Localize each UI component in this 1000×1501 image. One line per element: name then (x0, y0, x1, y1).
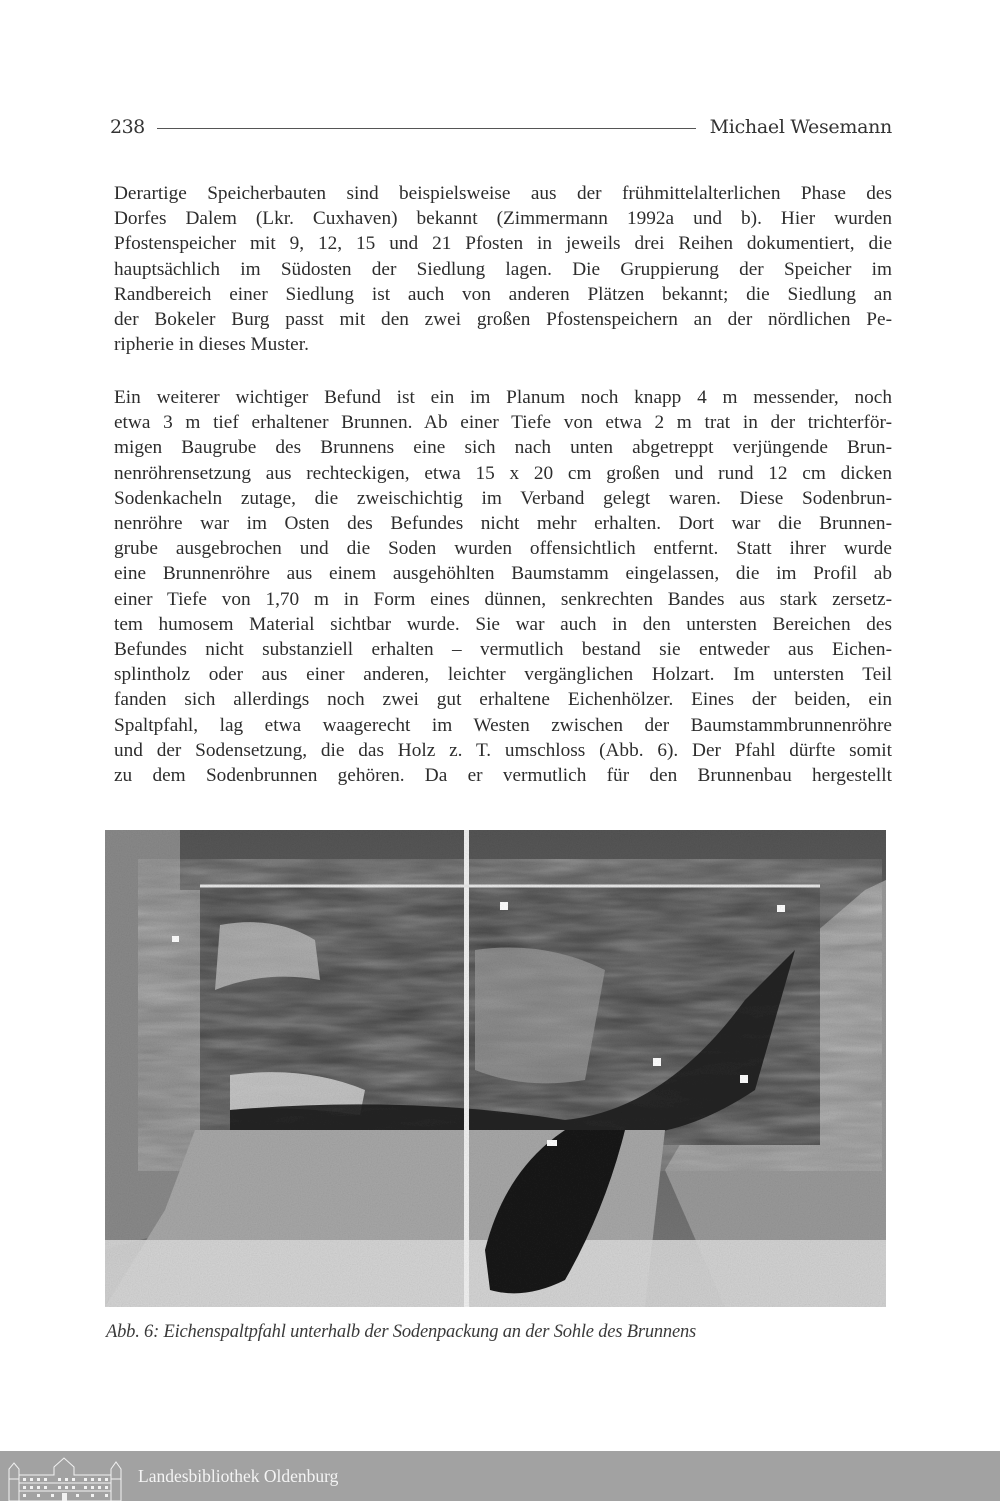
text-line: ripherie in dieses Muster. (114, 334, 309, 356)
header-rule (157, 128, 696, 129)
text-line: zu dem Sodenbrunnen gehören. Da er vermutlich für den Brunnenbau hergestellt (114, 765, 892, 787)
photo-label-tag (547, 1140, 557, 1146)
text-line: Pfostenspeicher mit 9, 12, 15 und 21 Pfosten in jeweils drei Reihen dokumentiert, die (114, 233, 892, 255)
photo-label-tag (500, 902, 508, 910)
text-line: der Bokeler Burg passt mit den zwei großen Pfostenspeichern an der nördlichen Pe- (114, 309, 892, 331)
running-header (110, 112, 892, 142)
photo-label-tag (777, 905, 785, 912)
text-line: Randbereich einer Siedlung ist auch von anderen Plätzen bekannt; die Siedlung an (114, 283, 892, 305)
photo-label-tag (172, 936, 179, 942)
text-line: Dorfes Dalem (Lkr. Cuxhaven) bekannt (Zimmermann 1992a und b). Hier wurden (114, 208, 892, 230)
library-footer-bar (0, 1451, 1000, 1501)
text-line: tem humosem Material sichtbar wurde. Sie war auch in den untersten Bereichen des (114, 613, 892, 635)
photo-measuring-rod (464, 830, 469, 1307)
photo-label-tag (740, 1075, 748, 1083)
paragraph-1 (114, 181, 892, 357)
text-line: einer Tiefe von 1,70 m in Form eines dünnen, senkrechten Bandes aus stark zersetz- (114, 588, 892, 610)
text-line: nenröhrensetzung aus rechteckigen, etwa 15 x 20 cm großen und rund 12 cm dicken (114, 462, 892, 484)
page-number: 238 (110, 116, 145, 138)
text-line: und der Sodensetzung, die das Holz z. T. umschloss (Abb. 6). Der Pfahl dürfte somit (114, 739, 892, 761)
text-line: eine Brunnenröhre aus einem ausgehöhlten Baumstamm eingelassen, die im Profil ab (114, 563, 892, 585)
text-line: fanden sich allerdings noch zwei gut erhaltene Eichenhölzer. Eines der beiden, ein (114, 689, 892, 711)
photo-label-tag (653, 1058, 661, 1066)
text-line: migen Baugrube des Brunnens eine sich nach unten abgetreppt verjüngende Brun- (114, 437, 892, 459)
text-line: etwa 3 m tief erhaltener Brunnen. Ab einer Tiefe von etwa 2 m trat in der trichterför- (114, 412, 892, 434)
figure-caption: Abb. 6: Eichenspaltpfahl unterhalb der Sodenpackung an der Sohle des Brunnens (106, 1322, 697, 1342)
text-line: Derartige Speicherbauten sind beispielsweise aus der frühmittelalterlichen Phase des (114, 183, 892, 204)
text-line: Befundes nicht substanziell erhalten – vermutlich bestand sie entweder aus Eichen- (114, 639, 892, 661)
text-line: grube ausgebrochen und die Soden wurden offensichtlich entfernt. Statt ihrer wurde (114, 538, 892, 560)
library-building-icon (6, 1455, 124, 1501)
text-line: hauptsächlich im Südosten der Siedlung lagen. Die Gruppierung der Speicher im (114, 258, 892, 280)
running-head-author: Michael Wesemann (709, 116, 892, 138)
library-name: Landesbibliothek Oldenburg (138, 1465, 339, 1486)
paragraph-2 (114, 385, 892, 788)
text-line: splintholz oder aus einer anderen, leichter vergänglichen Holzart. Im untersten Teil (114, 664, 892, 686)
text-line: Spaltpfahl, lag etwa waagerecht im Westen zwischen der Baumstammbrunnenröhre (114, 714, 892, 736)
text-line: Sodenkacheln zutage, die zweischichtig im Verband gelegt waren. Diese Sodenbrun- (114, 487, 892, 509)
text-line: Ein weiterer wichtiger Befund ist ein im Planum noch knapp 4 m messender, noch (114, 387, 892, 408)
excavation-photo (105, 830, 886, 1307)
text-line: nenröhre war im Osten des Befundes nicht mehr erhalten. Dort war die Brunnen- (114, 513, 892, 535)
